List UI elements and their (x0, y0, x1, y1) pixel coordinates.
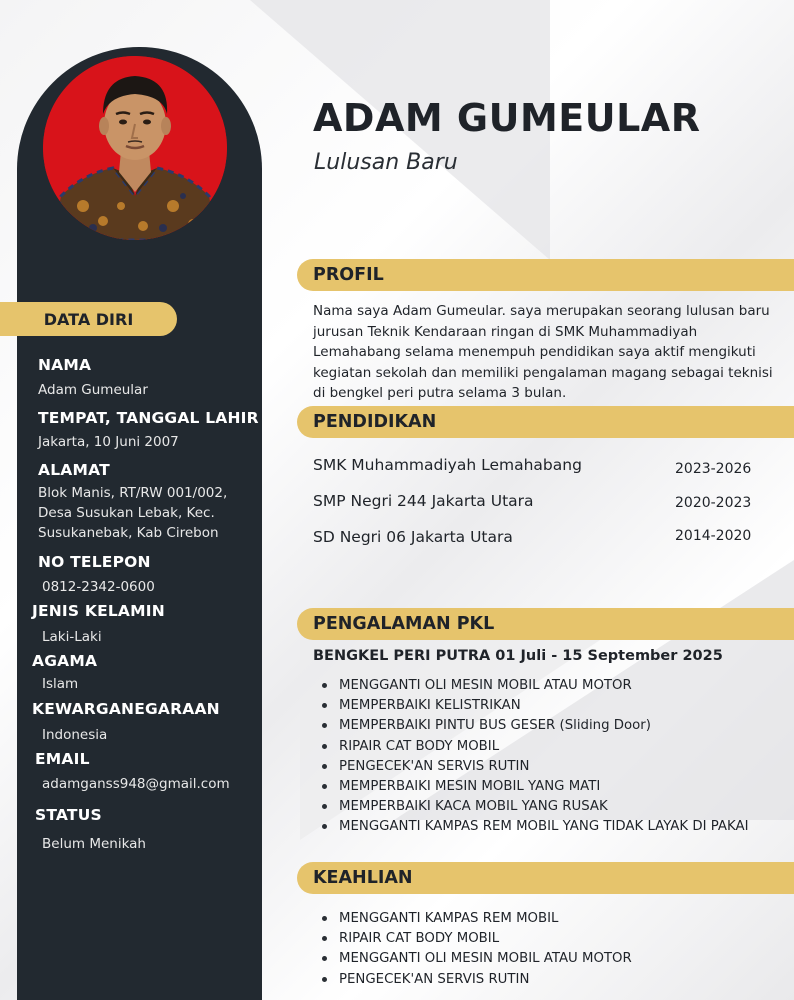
field-value-ttl: Jakarta, 10 Juni 2007 (38, 434, 179, 450)
field-label-kewarganegaraan: KEWARGANEGARAAN (32, 700, 220, 718)
section-heading-profil: PROFIL (297, 259, 794, 291)
bullet-icon (322, 703, 327, 708)
education-years: 2023-2026 (675, 461, 752, 477)
list-item-text: MENGGANTI KAMPAS REM MOBIL YANG TIDAK LAYAK DI PAKAI (339, 819, 749, 835)
list-item (322, 949, 752, 969)
list-item (322, 737, 752, 757)
list-item-text: MENGGANTI OLI MESIN MOBIL ATAU MOTOR (339, 678, 632, 693)
list-item (322, 757, 752, 777)
candidate-name: ADAM GUMEULAR (313, 96, 701, 140)
list-item-text: MENGGANTI KAMPAS REM MOBIL (339, 911, 559, 926)
list-item (322, 797, 752, 817)
bullet-icon (322, 764, 327, 769)
education-school: SMP Negri 244 Jakarta Utara (313, 492, 534, 510)
field-value-alamat-line1: Blok Manis, RT/RW 001/002, (38, 485, 228, 501)
bullet-icon (322, 936, 327, 941)
field-label-telepon: NO TELEPON (38, 553, 151, 571)
profile-photo (43, 56, 227, 240)
profile-text: Nama saya Adam Gumeular. saya merupakan seorang lulusan baru jurusan Teknik Kendaraan ringan di SMK Muhammadiyah Lemahabang selama menempuh pendidikan saya aktif mengikuti kegiatan sekolah dan memiliki pengalaman magang sebagai teknisi di bengkel peri putra selama 3 bulan. (313, 303, 773, 401)
bullet-icon (322, 683, 327, 688)
section-heading-keahlian: KEAHLIAN (297, 862, 794, 894)
experience-place: BENGKEL PERI PUTRA 01 Juli - 15 September 2025 (313, 648, 723, 664)
field-label-status: STATUS (35, 806, 102, 824)
list-item-text: MEMPERBAIKI KELISTRIKAN (339, 698, 521, 714)
field-value-status: Belum Menikah (42, 836, 146, 852)
field-value-telepon: 0812-2342-0600 (42, 579, 155, 595)
field-value-nama: Adam Gumeular (38, 382, 148, 398)
field-label-email: EMAIL (35, 750, 90, 768)
field-label-agama: AGAMA (32, 652, 98, 670)
education-school: SD Negri 06 Jakarta Utara (313, 528, 513, 546)
bullet-icon (322, 977, 327, 982)
education-school: SMK Muhammadiyah Lemahabang (313, 456, 582, 474)
candidate-role: Lulusan Baru (314, 150, 458, 175)
field-value-alamat-line2: Desa Susukan Lebak, Kec. (38, 505, 215, 521)
list-item-text: MEMPERBAIKI MESIN MOBIL YANG MATI (339, 779, 601, 795)
field-value-agama: Islam (42, 676, 79, 692)
education-years: 2014-2020 (675, 528, 752, 544)
field-label-jenis-kelamin: JENIS KELAMIN (32, 602, 165, 620)
field-label-alamat: ALAMAT (38, 461, 110, 479)
list-item (322, 777, 752, 797)
list-item (322, 817, 752, 837)
list-item-text: RIPAIR CAT BODY MOBIL (339, 931, 500, 947)
section-heading-pendidikan: PENDIDIKAN (297, 406, 794, 438)
list-item (322, 970, 752, 990)
experience-list (322, 676, 752, 838)
list-item-text: MEMPERBAIKI PINTU BUS GESER (Sliding Door) (339, 718, 651, 734)
field-value-email: adamganss948@gmail.com (42, 776, 230, 792)
data-diri-heading: DATA DIRI (0, 302, 177, 336)
list-item (322, 676, 752, 696)
list-item-text: PENGECEK'AN SERVIS RUTIN (339, 971, 530, 987)
field-value-kewarganegaraan: Indonesia (42, 727, 108, 743)
field-label-nama: NAMA (38, 356, 92, 374)
skills-list (322, 909, 752, 990)
list-item-text: RIPAIR CAT BODY MOBIL (339, 738, 500, 754)
field-label-ttl: TEMPAT, TANGGAL LAHIR (38, 409, 259, 427)
list-item-text: MENGGANTI OLI MESIN MOBIL ATAU MOTOR (339, 951, 632, 967)
list-item (322, 929, 752, 949)
bullet-icon (322, 784, 327, 789)
section-heading-pengalaman-pkl: PENGALAMAN PKL (297, 608, 794, 640)
list-item-text: PENGECEK'AN SERVIS RUTIN (339, 758, 530, 774)
list-item (322, 696, 752, 716)
education-years: 2020-2023 (675, 495, 752, 511)
bullet-icon (322, 723, 327, 728)
field-value-jenis-kelamin: Laki-Laki (42, 629, 102, 645)
list-item (322, 716, 752, 736)
bullet-icon (322, 824, 327, 829)
list-item-text: MEMPERBAIKI KACA MOBIL YANG RUSAK (339, 799, 608, 815)
field-value-alamat-line3: Susukanebak, Kab Cirebon (38, 525, 219, 541)
bullet-icon (322, 804, 327, 809)
list-item (322, 909, 752, 929)
bullet-icon (322, 916, 327, 921)
bullet-icon (322, 956, 327, 961)
bullet-icon (322, 744, 327, 749)
